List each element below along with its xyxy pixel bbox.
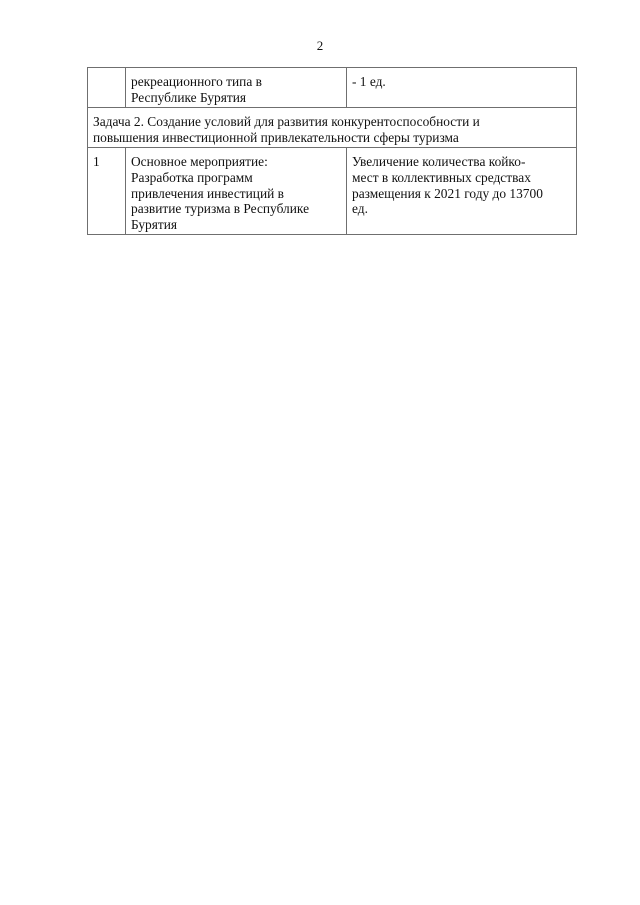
task-heading-line: повышения инвестиционной привлекательности сферы туризма xyxy=(93,129,459,145)
measure-text-line: Республике Бурятия xyxy=(131,89,247,105)
measure-cell xyxy=(126,148,347,235)
measures-table xyxy=(87,67,577,235)
row-number-cell xyxy=(88,68,126,108)
table-row xyxy=(88,68,577,108)
page-number: 2 xyxy=(316,38,324,53)
result-text-line: ед. xyxy=(352,201,368,217)
measure-cell xyxy=(126,68,347,108)
measure-text-line: Основное мероприятие: xyxy=(131,154,268,170)
result-text-line: размещения к 2021 году до 13700 xyxy=(352,185,543,201)
table-row xyxy=(88,148,577,235)
measure-text-line: развитие туризма в Республике xyxy=(131,201,310,217)
result-cell xyxy=(347,148,577,235)
measure-text-line: привлечения инвестиций в xyxy=(131,185,284,201)
task-heading-cell xyxy=(88,108,577,148)
result-text-line: Увеличение количества койко- xyxy=(352,154,526,170)
result-text-line: мест в коллективных средствах xyxy=(352,169,531,185)
measure-text-line: Разработка программ xyxy=(131,169,253,185)
task-row xyxy=(88,108,577,148)
measure-text-line: Бурятия xyxy=(131,216,178,232)
task-heading-line: Задача 2. Создание условий для развития конкурентоспособности и xyxy=(93,114,480,130)
measure-text-line: рекреационного типа в xyxy=(131,74,262,89)
row-number-cell: 1 xyxy=(88,148,126,235)
result-cell xyxy=(347,68,577,108)
result-text-line: - 1 ед. xyxy=(352,74,386,89)
